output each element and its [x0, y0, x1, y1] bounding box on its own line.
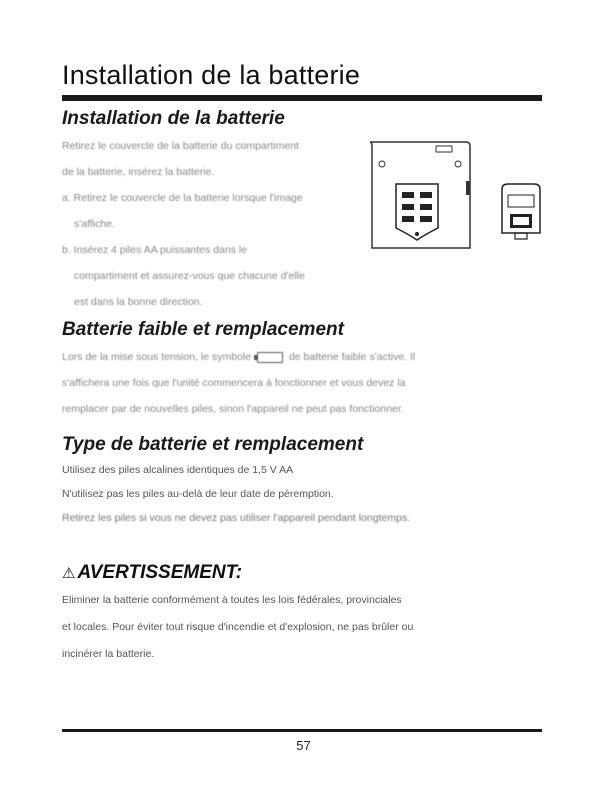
battery-type-line-1: Utilisez des piles alcalines identiques de 1,5 V AA: [62, 464, 294, 476]
low-battery-line-2: s'affichera une fois que l'unité commencera à fonctionner et vous devez la: [62, 377, 406, 389]
battery-cover-illustration: [496, 181, 546, 245]
install-line-1: Retirez le couvercle de la batterie du compartiment: [62, 140, 299, 152]
low-battery-heading: Batterie faible et remplacement: [62, 319, 344, 340]
warning-heading: [62, 562, 242, 584]
battery-type-heading: Type de batterie et remplacement: [62, 434, 364, 455]
install-line-2: de la batterie, insérez la batterie.: [62, 166, 215, 178]
battery-type-line-2: N'utilisez pas les piles au-delà de leur date de péremption.: [62, 488, 334, 500]
device-back-illustration: [366, 136, 476, 256]
title-divider: [62, 95, 542, 101]
battery-type-line-3: Retirez les piles si vous ne devez pas utiliser l'appareil pendant longtemps.: [62, 512, 411, 524]
low-battery-text: [62, 344, 415, 422]
warning-icon: ⚠: [62, 565, 76, 582]
low-battery-line-1-start: Lors de la mise sous tension, le symbole: [62, 351, 252, 363]
page-number: 57: [296, 738, 311, 753]
warning-text: [62, 587, 413, 668]
install-line-5: b. Insérez 4 piles AA puissantes dans le: [62, 244, 248, 256]
low-battery-line-1: [62, 344, 415, 370]
install-line-7: est dans la bonne direction.: [74, 296, 203, 308]
battery-type-text: [62, 458, 410, 530]
footer-divider: [62, 729, 542, 732]
warning-line-2: et locales. Pour éviter tout risque d'incendie et d'explosion, ne pas brûler ou: [62, 621, 414, 633]
warning-line-3: incinérer la batterie.: [62, 648, 155, 660]
page-title: Installation de la batterie: [62, 60, 361, 90]
low-battery-line-3: remplacer par de nouvelles piles, sinon l'appareil ne peut pas fonctionner.: [62, 403, 404, 415]
install-line-3: a. Retirez le couvercle de la batterie lorsque l'image: [62, 192, 303, 204]
warning-line-1: Eliminer la batterie conformément à toutes les lois fédérales, provinciales: [62, 594, 402, 606]
install-text: [62, 133, 305, 315]
install-line-4: s'affiche.: [74, 218, 115, 230]
warning-heading-text: AVERTISSEMENT:: [77, 562, 243, 583]
install-line-6: compartiment et assurez-vous que chacune d'elle: [74, 270, 305, 282]
low-battery-icon: [257, 352, 283, 363]
install-heading: Installation de la batterie: [62, 108, 285, 129]
low-battery-line-1-end: de batterie faible s'active. Il: [288, 351, 416, 363]
